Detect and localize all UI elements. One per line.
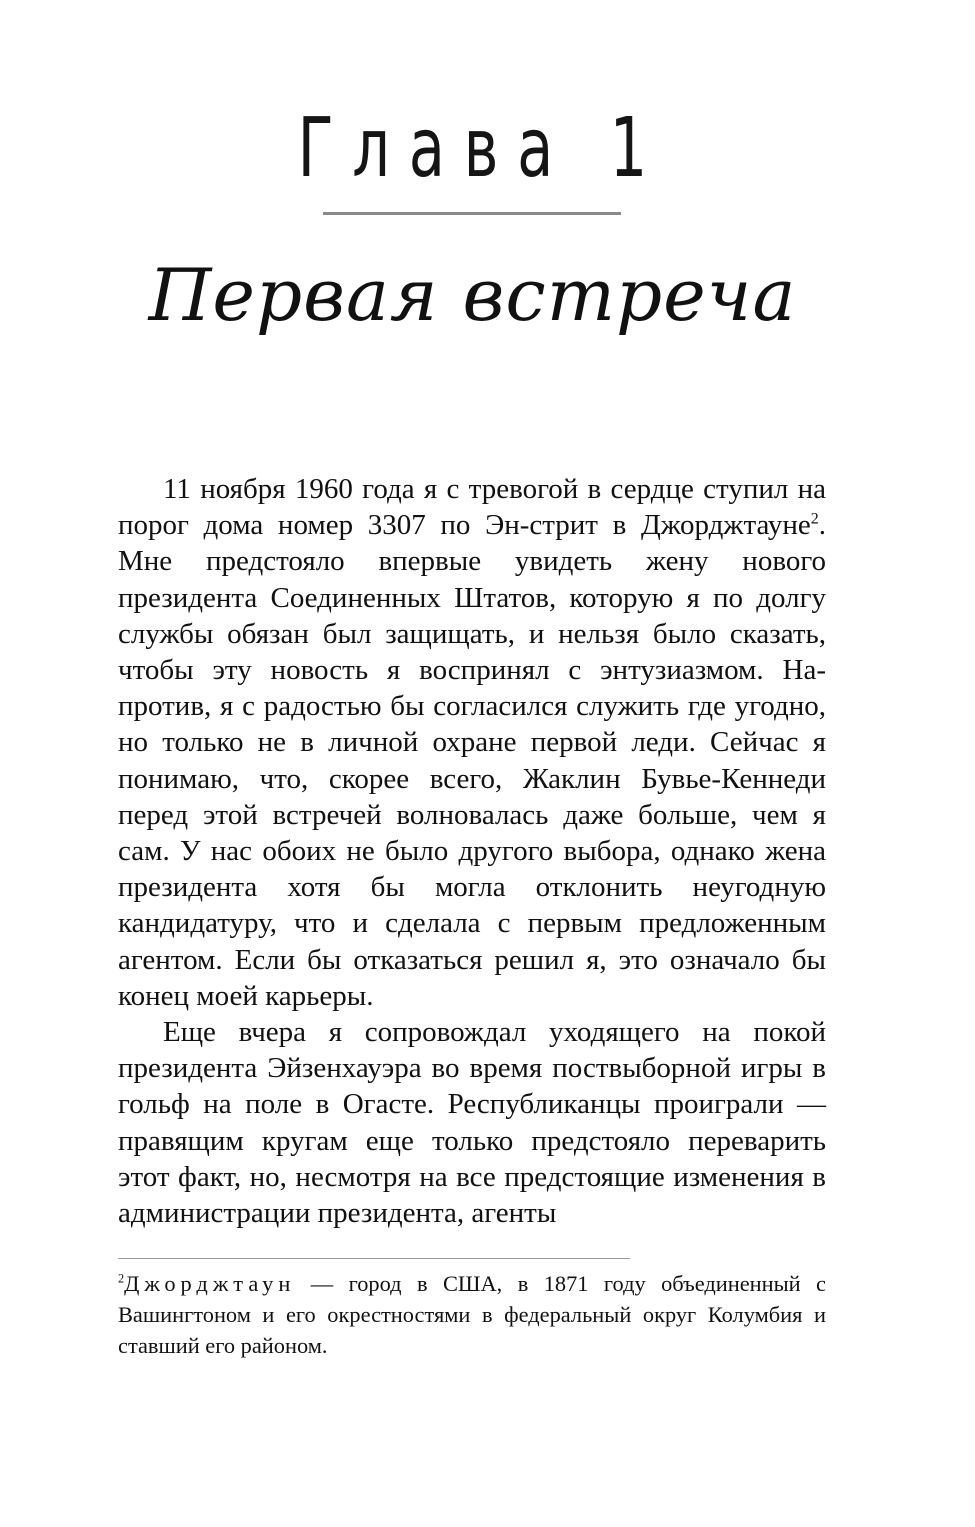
footnote-text: — город в США, в 1871 году объединенный с Вашингтоном и его окрестностями в федеральный округ Колумбия и ставший его районом. (118, 1271, 826, 1358)
paragraph-1-rest: . Мне предстояло впервые увидеть жену нового президента Соединенных Штатов, которую я по долгу службы обязан был защищать, и нельзя было сказать, чтобы эту новость я воспринял с энтузиазмом. Напротив, я с радостью бы согласился служить где угодно, но только не в личной охране первой леди. Сейчас я понимаю, что, скорее всего, Жаклин Бувье-Кеннеди перед этой встречей волновалась даже больше, чем я сам. У нас обоих не было другого выбора, однако жена президента хотя бы могла отклонить неугодную кандидатуру, что и сделала с первым предложенным агентом. Если бы отказаться решил я, это означало бы конец моей карьеры. (118, 509, 826, 1012)
chapter-title: Первая встреча (148, 253, 797, 337)
footnote-marker: 2 (118, 1271, 125, 1286)
chapter-label: Глава 1 (297, 101, 666, 196)
chapter-divider (323, 212, 621, 215)
body-text (118, 471, 826, 1231)
paragraph-1 (118, 471, 826, 1014)
paragraph-2: Еще вчера я сопровождал уходящего на покой президента Эйзенхауэра во время поствыборной игры в гольф на поле в Огасте. Республиканцы проиграли — правящим кругам еще только предстояло переварить этот факт, но, несмотря на все предстоящие изменения в администрации президента, агенты (118, 1016, 826, 1230)
footnote (118, 1268, 826, 1361)
footnote-reference: 2 (810, 510, 819, 528)
footnote-divider (118, 1258, 630, 1259)
footnote-term: Джорджтаун (124, 1271, 296, 1296)
paragraph-1-start: 11 ноября 1960 года я с тревогой в сердце ступил на порог дома номер 3307 по Эн-стрит в Джорджтауне (118, 473, 826, 542)
